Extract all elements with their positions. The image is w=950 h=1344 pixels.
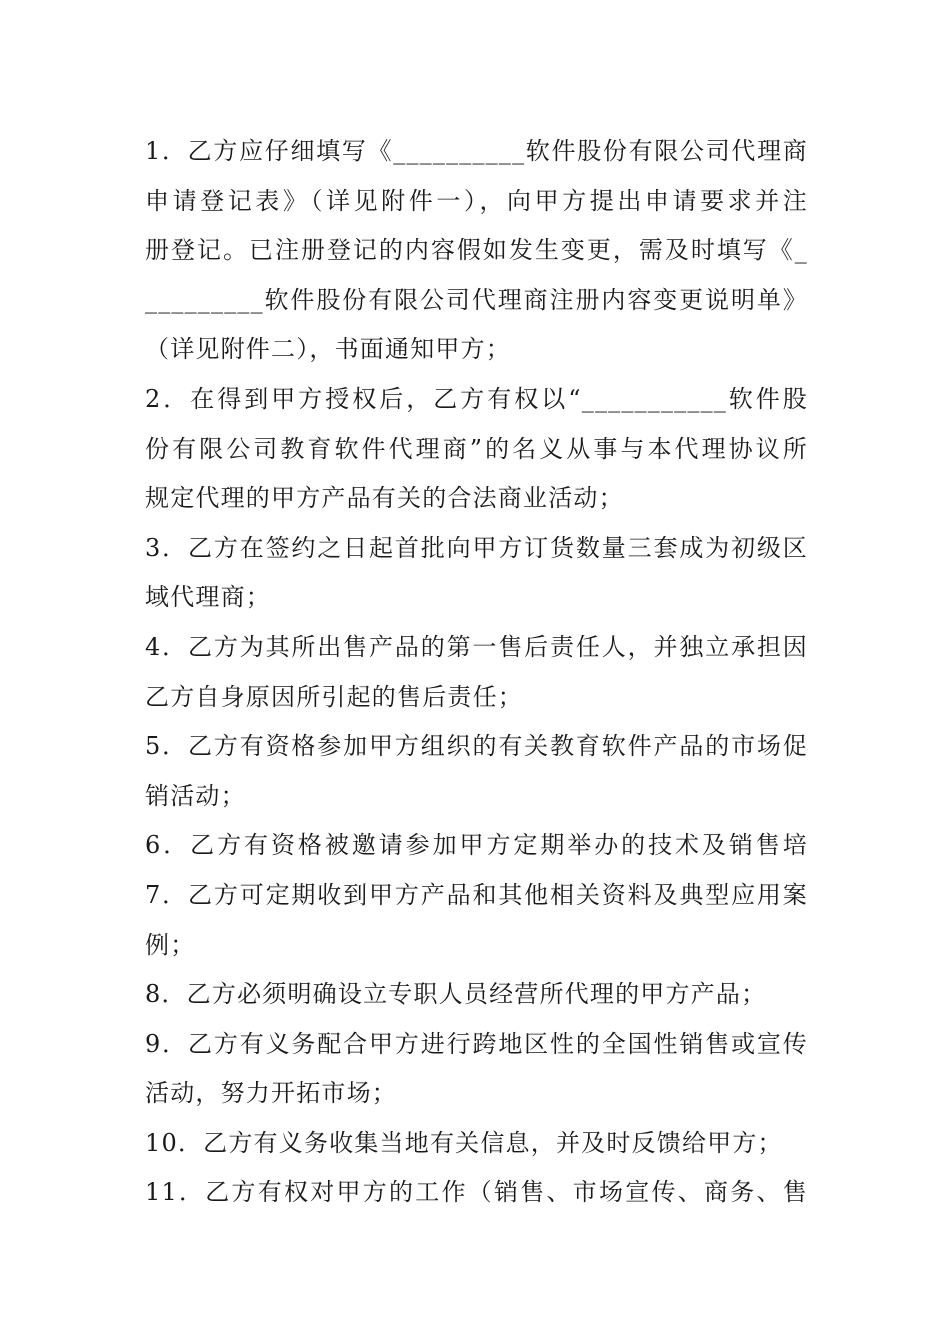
clause-9-line-1: 9．乙方有义务配合甲方进行跨地区性的全国性销售或宣传 (145, 1029, 808, 1058)
clause-2-line-3: 规定代理的甲方产品有关的合法商业活动； (145, 484, 624, 513)
clause-1-line-2: 申请登记表》（详见附件一），向甲方提出申请要求并注 (145, 186, 808, 215)
clause-3-line-1: 3．乙方在签约之日起首批向甲方订货数量三套成为初级区 (145, 533, 808, 562)
clause-1-line-3: 册登记。已注册登记的内容假如发生变更，需及时填写《_ (145, 236, 808, 265)
clause-5-line-1: 5．乙方有资格参加甲方组织的有关教育软件产品的市场促 (145, 732, 808, 761)
clause-5-line-2: 销活动； (145, 781, 246, 810)
clause-7-line-1: 7．乙方可定期收到甲方产品和其他相关资料及典型应用案 (145, 880, 808, 909)
clause-8-line-1: 8．乙方必须明确设立专职人员经营所代理的甲方产品； (145, 980, 767, 1009)
clause-4-line-2: 乙方自身原因所引起的售后责任； (145, 682, 523, 711)
clause-list (145, 127, 808, 1218)
clause-4-line-1: 4．乙方为其所出售产品的第一售后责任人，并独立承担因 (145, 632, 808, 661)
clause-3-line-2: 域代理商； (145, 583, 271, 612)
clause-7-line-2: 例； (145, 930, 196, 959)
clause-10-line-1: 10．乙方有义务收集当地有关信息，并及时反馈给甲方； (145, 1128, 783, 1157)
clause-6-line-1: 6．乙方有资格被邀请参加甲方定期举办的技术及销售培 (145, 831, 808, 860)
clause-2-line-2: 份有限公司教育软件代理商”的名义从事与本代理协议所 (145, 434, 808, 463)
clause-1-line-4: _________软件股份有限公司代理商注册内容变更说明单》 (145, 285, 808, 314)
clause-2-line-1: 2．在得到甲方授权后，乙方有权以“___________软件股 (145, 384, 808, 413)
clause-1-line-5: （详见附件二），书面通知甲方； (145, 335, 511, 364)
clause-9-line-2: 活动，努力开拓市场； (145, 1079, 397, 1108)
clause-11-line-1: 11．乙方有权对甲方的工作（销售、市场宣传、商务、售 (145, 1178, 808, 1207)
clause-1-line-1: 1．乙方应仔细填写《__________软件股份有限公司代理商 (145, 137, 808, 165)
